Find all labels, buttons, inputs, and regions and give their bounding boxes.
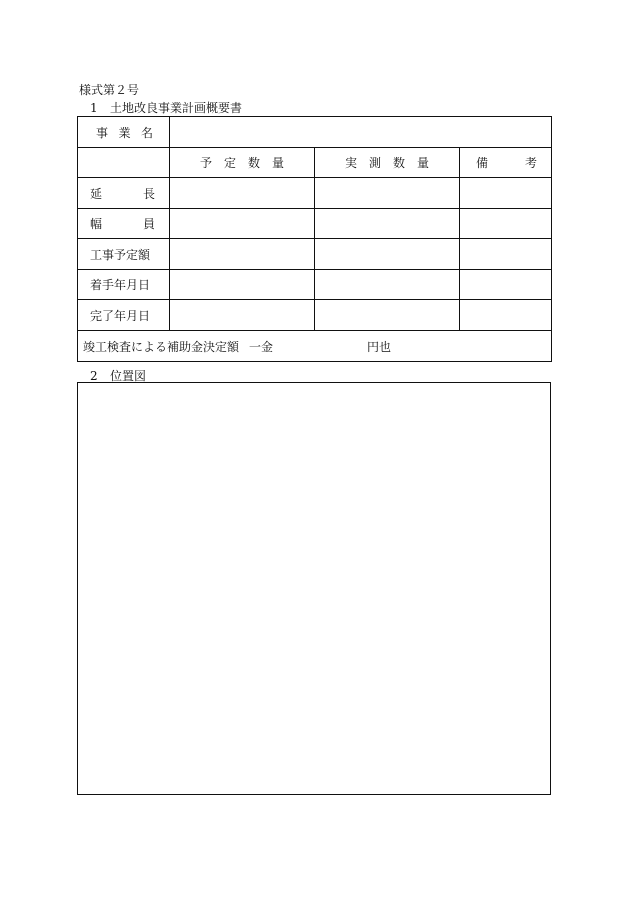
form-number: 様式第２号 xyxy=(79,83,140,97)
project-summary-table xyxy=(77,116,552,362)
table-row xyxy=(78,300,552,331)
cell-remarks[interactable] xyxy=(460,209,552,239)
row-label-length: 延 長 xyxy=(78,178,170,209)
table-row xyxy=(78,239,552,270)
row-label-completion-date: 完了年月日 xyxy=(78,300,170,331)
section2-title: 位置図 xyxy=(110,369,147,383)
cell-remarks[interactable] xyxy=(460,178,552,209)
location-map-box[interactable] xyxy=(77,382,551,795)
cell-planned[interactable] xyxy=(170,178,315,209)
cell-measured[interactable] xyxy=(315,209,460,239)
cell-planned[interactable] xyxy=(170,270,315,300)
cell-remarks[interactable] xyxy=(460,270,552,300)
table-row xyxy=(78,209,552,239)
project-name-label: 事 業 名 xyxy=(78,117,170,148)
cell-planned[interactable] xyxy=(170,239,315,270)
header-planned-quantity: 予 定 数 量 xyxy=(170,148,315,178)
amount-suffix: 円也 xyxy=(367,339,392,354)
subsidy-amount-row xyxy=(78,331,552,362)
cell-planned[interactable] xyxy=(170,300,315,331)
header-remarks: 備 考 xyxy=(460,148,552,178)
table-row xyxy=(78,178,552,209)
section1-number: 1 xyxy=(90,101,98,115)
cell-planned[interactable] xyxy=(170,209,315,239)
header-row xyxy=(78,148,552,178)
subsidy-amount-label: 竣工検査による補助金決定額 xyxy=(83,339,240,354)
cell-remarks[interactable] xyxy=(460,239,552,270)
project-name-row xyxy=(78,117,552,148)
header-blank xyxy=(78,148,170,178)
project-name-value[interactable] xyxy=(170,117,552,148)
subsidy-amount-cell[interactable] xyxy=(78,331,552,362)
cell-measured[interactable] xyxy=(315,239,460,270)
cell-measured[interactable] xyxy=(315,178,460,209)
section2-number: 2 xyxy=(90,369,98,383)
header-measured-quantity: 実 測 数 量 xyxy=(315,148,460,178)
cell-remarks[interactable] xyxy=(460,300,552,331)
row-label-planned-cost: 工事予定額 xyxy=(78,239,170,270)
row-label-start-date: 着手年月日 xyxy=(78,270,170,300)
cell-measured[interactable] xyxy=(315,270,460,300)
cell-measured[interactable] xyxy=(315,300,460,331)
table-row xyxy=(78,270,552,300)
row-label-width: 幅 員 xyxy=(78,209,170,239)
section1-title: 土地改良事業計画概要書 xyxy=(110,101,243,115)
section1-heading xyxy=(90,99,242,116)
amount-prefix: 一金 xyxy=(249,339,274,354)
